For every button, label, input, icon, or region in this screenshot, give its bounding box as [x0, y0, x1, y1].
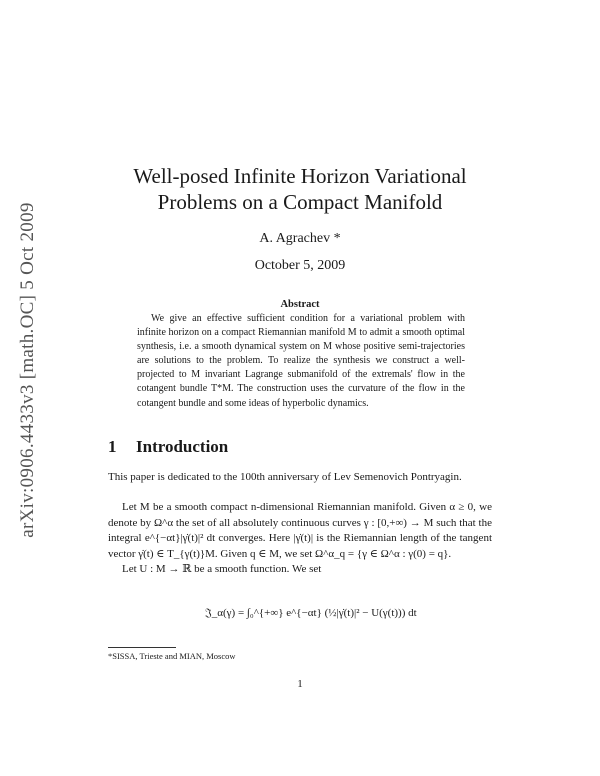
date: October 5, 2009: [254, 258, 346, 273]
page-number: 1: [297, 678, 303, 690]
section-title: Introduction: [136, 437, 229, 456]
title-line-2: Problems on a Compact Manifold: [157, 190, 443, 214]
title-line-1: Well-posed Infinite Horizon Variational: [133, 164, 467, 188]
functional-equation: 𝔍_α(γ) = ∫₀^{+∞} e^{−αt} (½|γ̇(t)|² − U(γ(t))) dt: [205, 607, 417, 619]
paragraph-functional-intro: Let U : M → ℝ be a smooth function. We set: [122, 563, 322, 575]
paper-title: [0, 163, 600, 215]
paragraph-end: |γ̇(t)| is the Riemannian length of the tangent vector γ̇(t) ∈ T_{γ(t)}M. Given q ∈ M, we set Ω^α_q = {γ ∈ Ω^α : γ(0) = q}.: [108, 532, 492, 560]
paragraph-start: Let M be a smooth compact n-dimensional Riemannian manifold. Given α ≥ 0, we denote by Ω^α the set of all absolutely continuous curves γ : [0,+∞) → M such that the integral: [108, 501, 492, 544]
footnote-rule: [108, 647, 176, 648]
abstract-body: We give an effective sufficient condition for a variational problem with infinite horizon on a compact Riemannian manifold M to admit a smooth optimal synthesis, i.e. a smooth dynamical system on M whose positive semi-trajectories are solutions to the problem. To realize the synthesis we construct a well-projected to M invariant Lagrange submanifold of the extremals' flow in the cotangent bundle T*M. The construction uses the curvature of the flow in the cotangent bundle and some ideas of hyperbolic dynamics.: [137, 313, 465, 409]
author: A. Agrachev *: [259, 231, 341, 246]
section-number: 1: [108, 437, 117, 456]
footnote: *SISSA, Trieste and MIAN, Moscow: [108, 651, 236, 661]
section-heading: [108, 437, 228, 457]
abstract-heading: Abstract: [280, 299, 320, 310]
paragraph-definitions: [108, 500, 492, 578]
integral-expression: e^{−αt}|γ̇(t)|² dt converges. Here: [144, 532, 291, 544]
abstract-text: [137, 312, 465, 411]
paragraph-dedication: This paper is dedicated to the 100th anniversary of Lev Semenovich Pontryagin.: [108, 471, 462, 483]
arxiv-id: arXiv:0906.4433v3 [math.OC] 5 Oct 2009: [17, 202, 38, 538]
